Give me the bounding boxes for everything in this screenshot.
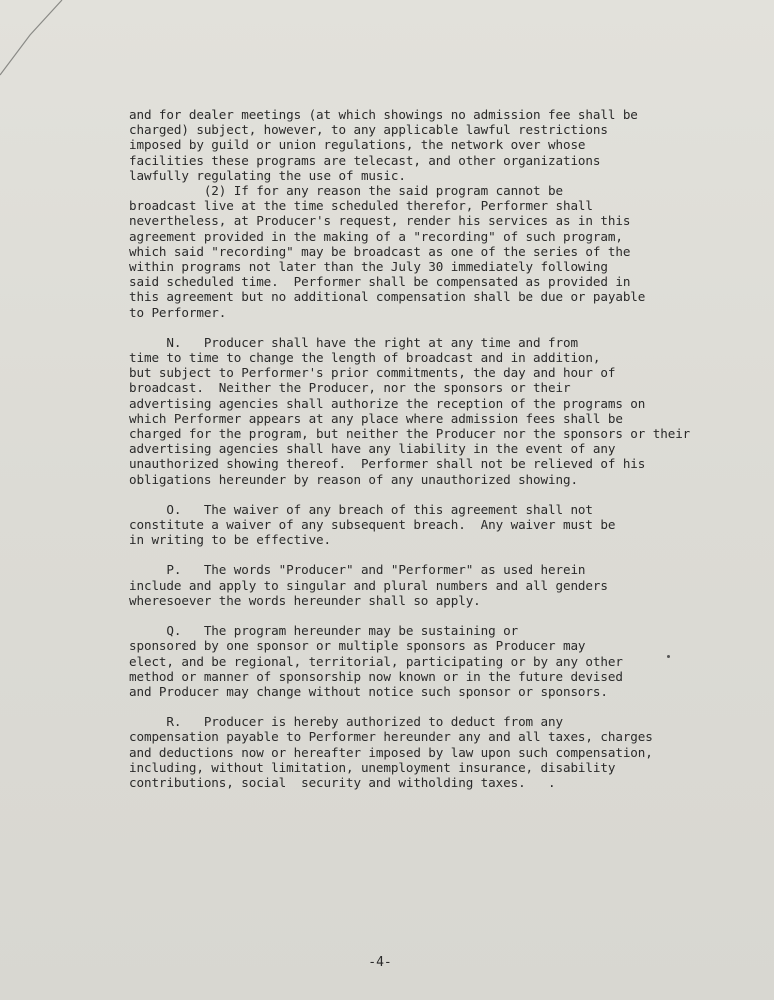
text-line: said scheduled time. Performer shall be compensated as provided in xyxy=(129,274,631,290)
text-line: charged) subject, however, to any applicable lawful restrictions xyxy=(129,122,608,138)
text-line: unauthorized showing thereof. Performer shall not be relieved of his xyxy=(129,456,646,472)
text-line: P. The words "Producer" and "Performer" as used herein xyxy=(129,562,586,578)
text-line: lawfully regulating the use of music. xyxy=(129,167,406,183)
margin-mark xyxy=(667,655,670,658)
paragraph-continuation xyxy=(129,107,689,320)
text-line: and Producer may change without notice such sponsor or sponsors. xyxy=(129,683,608,699)
text-line: facilities these programs are telecast, and other organizations xyxy=(129,152,601,168)
text-line: obligations hereunder by reason of any unauthorized showing. xyxy=(129,471,578,487)
text-line: (2) If for any reason the said program cannot be xyxy=(129,183,563,199)
text-line: charged for the program, but neither the Producer nor the sponsors or their xyxy=(129,426,691,442)
text-line: and deductions now or hereafter imposed by law upon such compensation, xyxy=(129,744,653,760)
text-line: Q. The program hereunder may be sustaining or xyxy=(129,623,519,639)
paragraph-q xyxy=(129,623,689,699)
paragraph-o xyxy=(129,502,689,548)
text-line: advertising agencies shall authorize the reception of the programs on xyxy=(129,395,646,411)
text-line: elect, and be regional, territorial, participating or by any other xyxy=(129,653,623,669)
document-body xyxy=(129,107,689,790)
text-line: broadcast. Neither the Producer, nor the sponsors or their xyxy=(129,380,571,396)
folded-corner-mark xyxy=(0,0,70,80)
text-line: to Performer. xyxy=(129,304,227,320)
text-line: including, without limitation, unemployment insurance, disability xyxy=(129,759,616,775)
text-line: and for dealer meetings (at which showings no admission fee shall be xyxy=(129,107,638,122)
text-line: this agreement but no additional compensation shall be due or payable xyxy=(129,289,646,305)
text-line: broadcast live at the time scheduled therefor, Performer shall xyxy=(129,198,593,214)
text-line: constitute a waiver of any subsequent breach. Any waiver must be xyxy=(129,517,616,533)
text-line: agreement provided in the making of a "recording" of such program, xyxy=(129,228,623,244)
text-line: which Performer appears at any place where admission fees shall be xyxy=(129,410,623,426)
text-line: O. The waiver of any breach of this agreement shall not xyxy=(129,501,593,517)
text-line: nevertheless, at Producer's request, render his services as in this xyxy=(129,213,631,229)
text-line: but subject to Performer's prior commitments, the day and hour of xyxy=(129,365,616,381)
paragraph-r xyxy=(129,714,689,790)
text-line: which said "recording" may be broadcast as one of the series of the xyxy=(129,243,631,259)
text-line: in writing to be effective. xyxy=(129,532,332,548)
text-line: advertising agencies shall have any liability in the event of any xyxy=(129,441,616,457)
text-line: compensation payable to Performer hereunder any and all taxes, charges xyxy=(129,729,653,745)
text-line: include and apply to singular and plural numbers and all genders xyxy=(129,577,608,593)
text-line: method or manner of sponsorship now known or in the future devised xyxy=(129,668,623,684)
text-line: imposed by guild or union regulations, the network over whose xyxy=(129,137,586,153)
paragraph-n xyxy=(129,335,689,487)
text-line: contributions, social security and witholding taxes. . xyxy=(129,774,556,790)
paragraph-p xyxy=(129,562,689,608)
text-line: time to time to change the length of broadcast and in addition, xyxy=(129,350,601,366)
text-line: wheresoever the words hereunder shall so apply. xyxy=(129,592,481,608)
page-number: -4- xyxy=(368,955,392,970)
text-line: sponsored by one sponsor or multiple sponsors as Producer may xyxy=(129,638,586,654)
text-line: within programs not later than the July 30 immediately following xyxy=(129,259,608,275)
text-line: R. Producer is hereby authorized to deduct from any xyxy=(129,714,563,730)
text-line: N. Producer shall have the right at any time and from xyxy=(129,334,578,350)
